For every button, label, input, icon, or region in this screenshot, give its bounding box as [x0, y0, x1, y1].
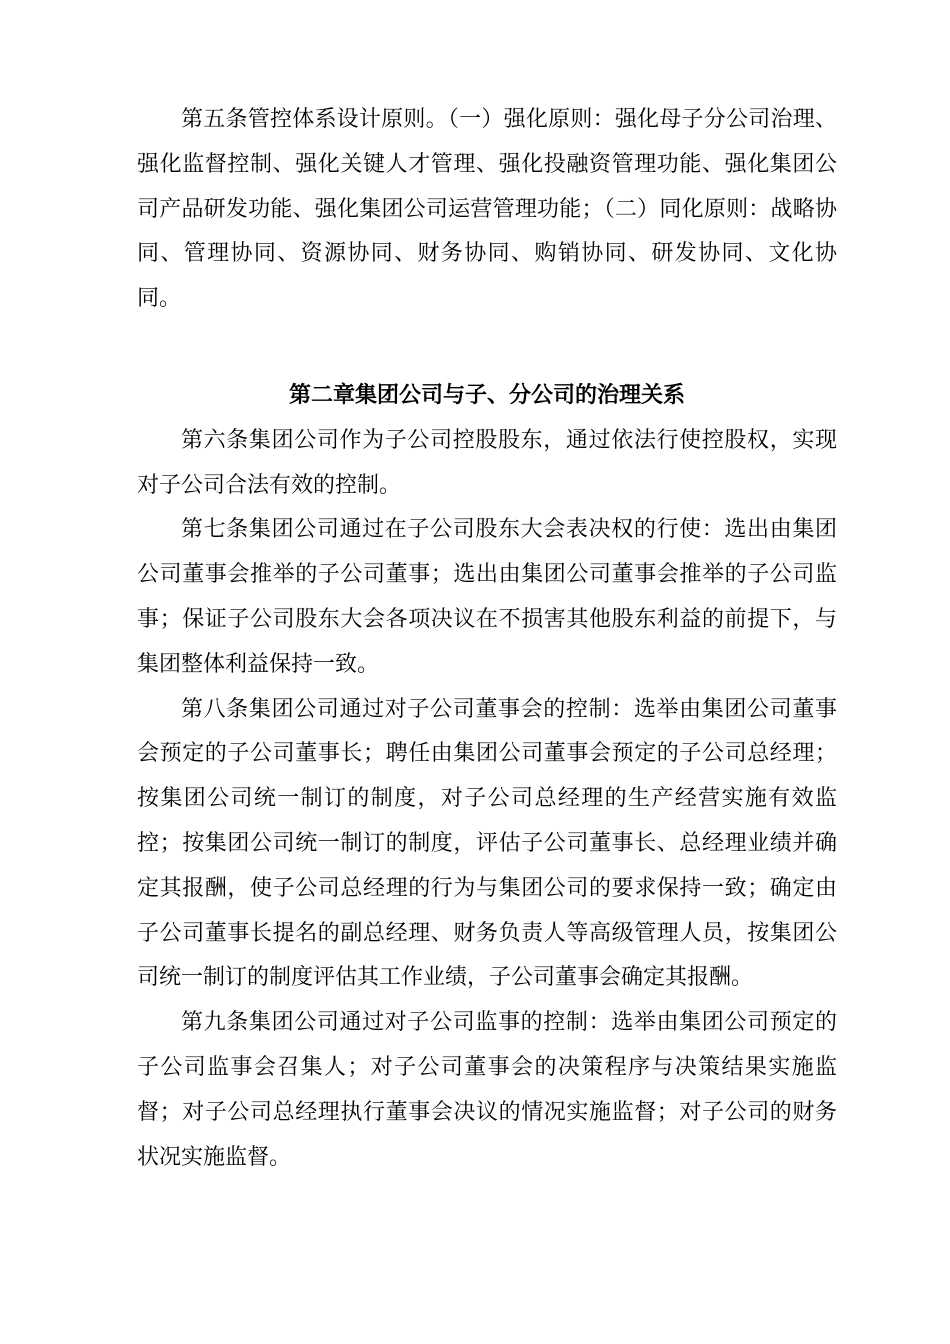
section-spacer — [137, 322, 837, 374]
document-page — [137, 98, 837, 1180]
chapter-2-title: 第二章集团公司与子、分公司的治理关系 — [288, 382, 685, 408]
article-9-paragraph: 第九条集团公司通过对子公司监事的控制：选举由集团公司预定的子公司监事会召集人；对子公司董事会的决策程序与决策结果实施监督；对子公司总经理执行董事会决议的情况实施监督；对子公司的财务状况实施监督。 — [137, 1010, 837, 1170]
article-8-paragraph: 第八条集团公司通过对子公司董事会的控制：选举由集团公司董事会预定的子公司董事长；聘任由集团公司董事会预定的子公司总经理；按集团公司统一制订的制度，对子公司总经理的生产经营实施有效监控；按集团公司统一制订的制度，评估子公司董事长、总经理业绩并确定其报酬，使子公司总经理的行为与集团公司的要求保持一致；确定由子公司董事长提名的副总经理、财务负责人等高级管理人员，按集团公司统一制订的制度评估其工作业绩，子公司董事会确定其报酬。 — [137, 696, 837, 991]
article-6-paragraph: 第六条集团公司作为子公司控股股东，通过依法行使控股权，实现对子公司合法有效的控制。 — [137, 427, 837, 498]
article-5-paragraph: 第五条管控体系设计原则。（一）强化原则：强化母子分公司治理、强化监督控制、强化关键人才管理、强化投融资管理功能、强化集团公司产品研发功能、强化集团公司运营管理功能；（二）同化原则：战略协同、管理协同、资源协同、财务协同、购销协同、研发协同、文化协同。 — [137, 107, 837, 312]
article-7-paragraph: 第七条集团公司通过在子公司股东大会表决权的行使：选出由集团公司董事会推举的子公司董事；选出由集团公司董事会推举的子公司监事；保证子公司股东大会各项决议在不损害其他股东利益的前提下，与集团整体利益保持一致。 — [137, 517, 837, 677]
